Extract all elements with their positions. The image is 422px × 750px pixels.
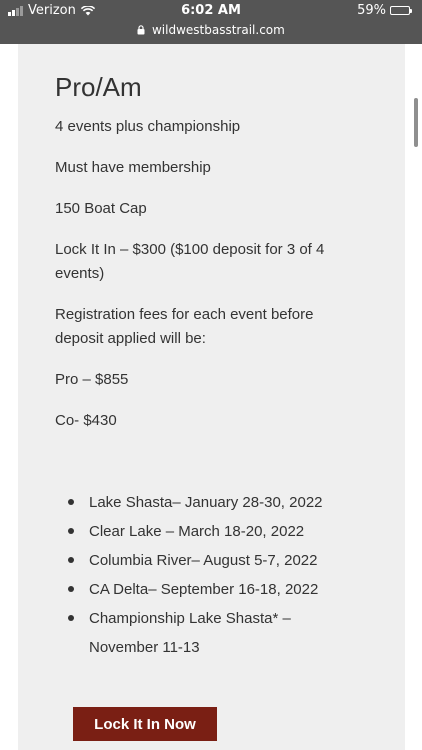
info-line-registration-fees: Registration fees for each event before deposit applied will be: bbox=[55, 306, 314, 347]
page-title: Pro/Am bbox=[55, 72, 142, 102]
address-bar[interactable] bbox=[0, 23, 422, 37]
pro-am-section bbox=[55, 72, 355, 433]
info-line-events: 4 events plus championship bbox=[55, 118, 241, 135]
status-bar bbox=[0, 0, 422, 44]
list-item: Columbia River– August 5-7, 2022 bbox=[62, 546, 329, 575]
clock: 6:02 AM bbox=[181, 3, 241, 18]
url-text: wildwestbasstrail.com bbox=[151, 23, 285, 37]
list-item: Clear Lake – March 18-20, 2022 bbox=[62, 517, 329, 546]
list-item: Championship Lake Shasta* – November 11-13 bbox=[62, 604, 329, 662]
list-item: Lake Shasta– January 28-30, 2022 bbox=[62, 488, 329, 517]
info-line-membership: Must have membership bbox=[55, 159, 211, 176]
lock-it-in-now-button[interactable]: Lock It In Now bbox=[73, 707, 217, 741]
info-line-co-fee: Co- $430 bbox=[55, 412, 117, 429]
battery-icon bbox=[390, 6, 412, 15]
scrollbar[interactable] bbox=[414, 98, 418, 147]
info-line-pro-fee: Pro – $855 bbox=[55, 371, 129, 388]
lock-icon bbox=[137, 25, 145, 35]
event-list bbox=[62, 488, 329, 662]
carrier-label: Verizon bbox=[28, 3, 76, 18]
battery bbox=[357, 3, 412, 18]
info-line-boat-cap: 150 Boat Cap bbox=[55, 200, 147, 217]
battery-percent: 59% bbox=[357, 3, 386, 18]
info-line-lock-it-in: Lock It In – $300 ($100 deposit for 3 of 4 events) bbox=[55, 241, 325, 282]
list-item: CA Delta– September 16-18, 2022 bbox=[62, 575, 329, 604]
